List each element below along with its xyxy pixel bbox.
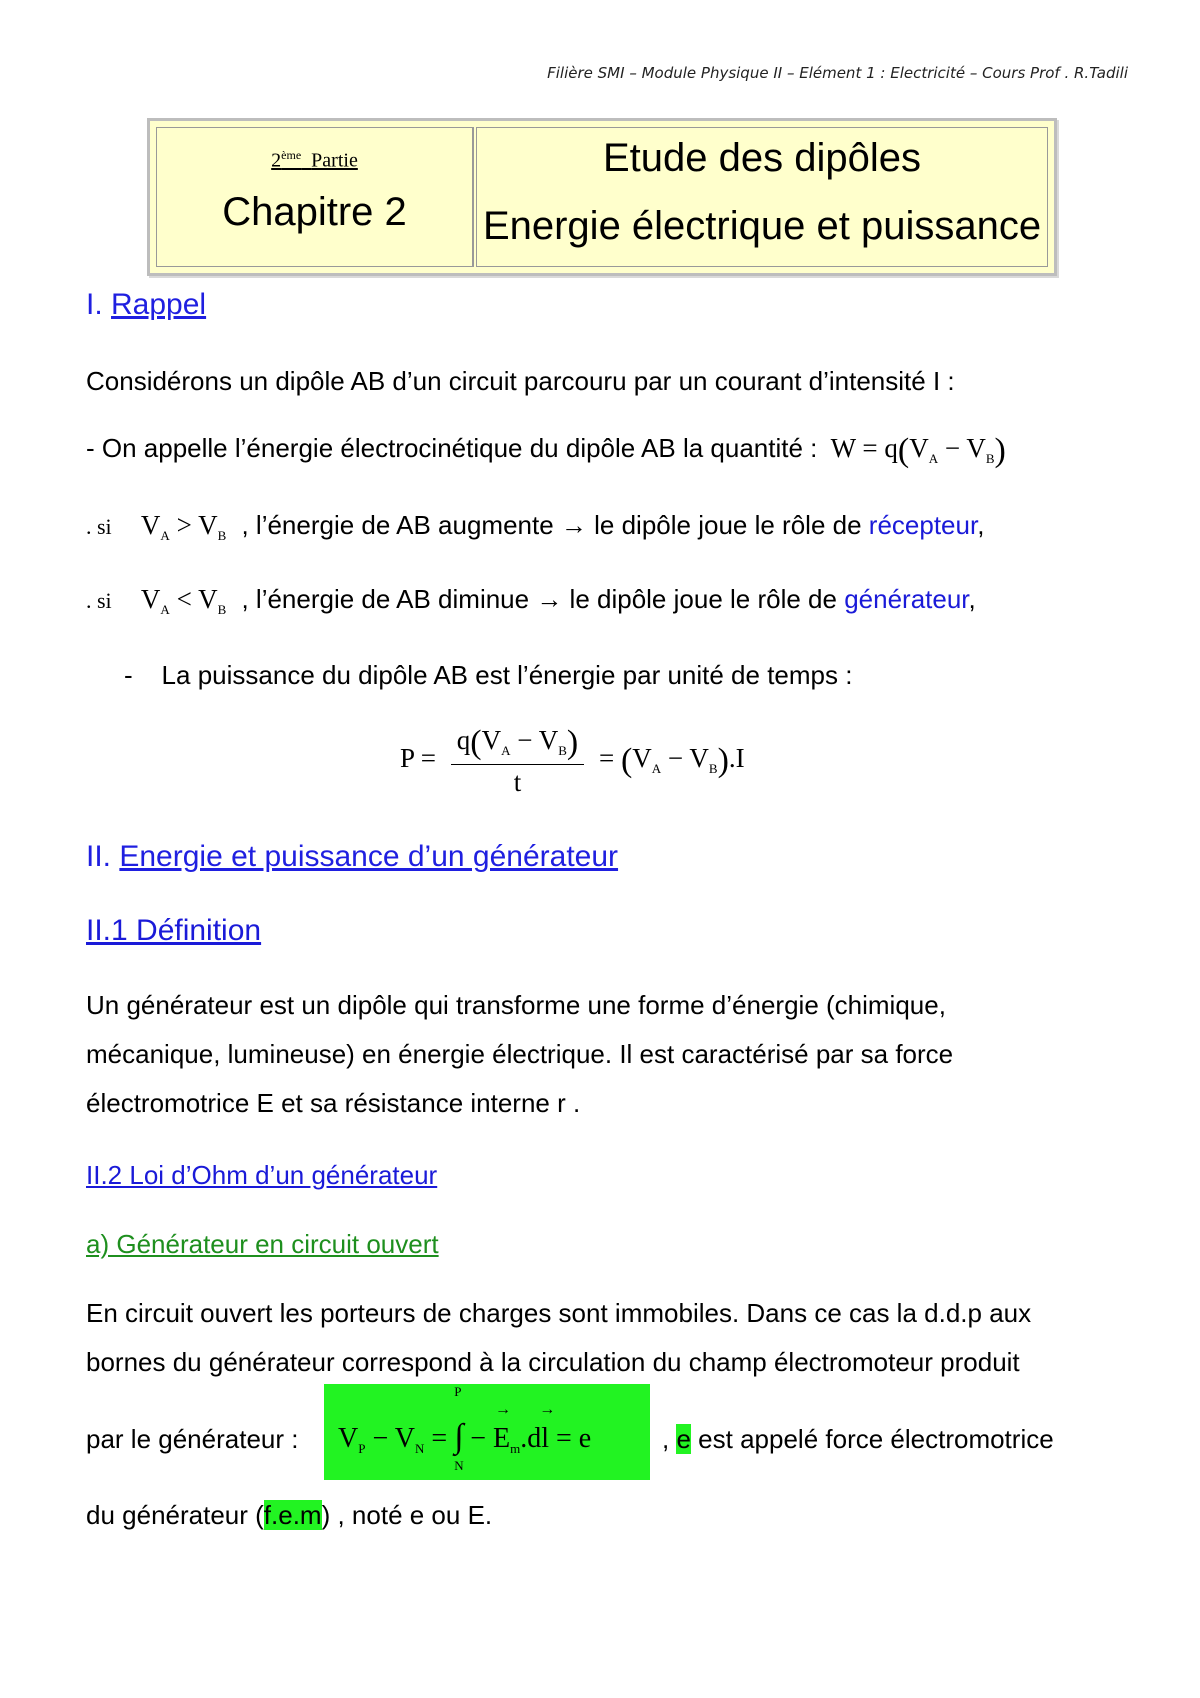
num-b: B xyxy=(558,743,567,758)
case1-role: récepteur xyxy=(868,510,978,540)
rhs-a: A xyxy=(651,761,662,777)
energy-definition-line xyxy=(86,432,1006,470)
prefix-par-le-generateur: par le générateur : xyxy=(86,1424,299,1454)
section-heading-generator xyxy=(86,840,618,874)
case1-a: A xyxy=(160,528,170,543)
case2-op: < xyxy=(169,584,199,614)
power-fraction xyxy=(451,724,584,798)
emf-eq: = xyxy=(424,1423,455,1454)
open-circuit-line-1: En circuit ouvert les porteurs de charges sont immobiles. Dans ce cas la d.d.p aux xyxy=(86,1298,1032,1328)
power-definition-line: - La puissance du dipôle AB est l’énergie par unité de temps : xyxy=(124,660,853,690)
fem-suffix: ) , noté e ou E. xyxy=(321,1500,493,1530)
emf-vn: V xyxy=(394,1423,415,1454)
case-generator-line xyxy=(86,584,976,618)
energy-vb: V xyxy=(966,433,986,463)
fem-highlight: f.e.m xyxy=(263,1500,322,1530)
case2-b: B xyxy=(217,602,227,617)
rhs-dot: . xyxy=(728,743,736,774)
partie-sup: ème xyxy=(281,148,302,162)
case2-vb: V xyxy=(198,584,218,614)
case1-vb: V xyxy=(198,510,218,540)
emf-n: N xyxy=(415,1441,425,1456)
rhs-minus: − xyxy=(661,743,690,774)
case-receptor-line xyxy=(86,510,984,544)
power-eq: = xyxy=(598,743,615,774)
header-note: Filière SMI – Module Physique II – Elément 1 : Electricité – Cours Prof . R.Tadili xyxy=(547,64,1128,82)
title-left-cell xyxy=(156,127,474,267)
case2-formula xyxy=(140,584,227,617)
partie-word: Partie xyxy=(311,149,358,172)
case1-formula xyxy=(140,510,227,543)
fem-line xyxy=(86,1500,492,1531)
energy-lhs: W = q xyxy=(830,433,898,463)
vector-e-letter: E xyxy=(492,1423,511,1454)
e-highlight: e xyxy=(676,1424,691,1454)
emf-minus: − xyxy=(365,1423,395,1454)
emf-called-text: est appelé force électromotrice xyxy=(698,1424,1054,1454)
section-number: I. xyxy=(86,288,103,321)
emf-p: P xyxy=(358,1441,366,1456)
subsection-definition: II.1 Définition xyxy=(86,914,262,947)
rhs-va: V xyxy=(632,743,652,774)
rhs-vb: V xyxy=(689,743,709,774)
num-minus: − xyxy=(510,725,539,755)
case2-text: , l’énergie de AB diminue → le dipôle joue le rôle de xyxy=(241,584,837,614)
emf-explanation xyxy=(662,1424,1054,1455)
case2-va: V xyxy=(140,584,161,614)
rhs-i: I xyxy=(735,743,745,774)
emf-formula xyxy=(338,1384,592,1473)
chapter-number: Chapitre 2 xyxy=(222,190,407,234)
integral-sign: ∫ xyxy=(454,1418,464,1455)
num-paren-open: ( xyxy=(470,724,482,761)
energy-minus: − xyxy=(938,433,967,463)
section-title: Rappel xyxy=(111,288,207,321)
energy-definition-text: - On appelle l’énergie électrocinétique du dipôle AB la quantité : xyxy=(86,433,818,463)
case1-b: B xyxy=(217,528,227,543)
emf-vp: V xyxy=(338,1423,359,1454)
partie-label xyxy=(157,148,472,173)
emf-vector-l xyxy=(539,1401,556,1454)
paren-close: ) xyxy=(994,432,1006,469)
case2-a: A xyxy=(160,602,170,617)
case2-end: , xyxy=(968,584,976,614)
num-vb: V xyxy=(538,725,559,755)
section2-number: II. xyxy=(86,840,112,873)
chapter-title-line2: Energie électrique et puissance xyxy=(482,204,1042,248)
case2-prefix: . si xyxy=(86,588,112,613)
open-circuit-line-2: bornes du générateur correspond à la circulation du champ électromoteur produit xyxy=(86,1347,1020,1377)
rhs-paren-open: ( xyxy=(620,742,633,780)
intro-text: Considérons un dipôle AB d’un circuit parcouru par un courant d’intensité I : xyxy=(86,366,955,396)
power-denominator: t xyxy=(513,767,522,797)
case1-prefix: . si xyxy=(86,514,112,539)
num-a: A xyxy=(501,743,511,758)
emf-formula-box xyxy=(324,1384,650,1480)
power-p: P = xyxy=(400,743,436,774)
emf-dot: .d xyxy=(520,1423,542,1454)
case1-text: , l’énergie de AB augmente → le dipôle joue le rôle de xyxy=(241,510,862,540)
section-heading-rappel xyxy=(86,288,206,322)
fem-prefix: du générateur ( xyxy=(86,1500,264,1530)
rhs-paren-close: ) xyxy=(717,742,729,780)
subsection-open-circuit: a) Générateur en circuit ouvert xyxy=(86,1229,439,1259)
integral-upper: P xyxy=(454,1384,462,1399)
section2-title: Energie et puissance d’un générateur xyxy=(119,840,619,873)
chapter-title-line1: Etude des dipôles xyxy=(602,136,921,180)
energy-va: V xyxy=(909,433,929,463)
energy-sub-b: B xyxy=(985,451,995,466)
definition-line-3: électromotrice E et sa résistance interne r . xyxy=(86,1088,581,1118)
energy-formula xyxy=(830,432,1006,469)
title-right-cell xyxy=(476,127,1048,267)
partie-number: 2 xyxy=(271,149,282,172)
subsection-ohm-law: II.2 Loi d’Ohm d’un générateur xyxy=(86,1160,438,1190)
num-va: V xyxy=(481,725,502,755)
emf-integral xyxy=(454,1384,470,1473)
emf-comma: , xyxy=(662,1424,670,1454)
definition-line-1: Un générateur est un dipôle qui transforme une forme d’énergie (chimique, xyxy=(86,990,946,1020)
power-numerator xyxy=(451,724,584,765)
integral-lower: N xyxy=(454,1458,464,1473)
emf-vector-e xyxy=(492,1401,511,1454)
energy-sub-a: A xyxy=(928,451,939,466)
emf-m: m xyxy=(510,1441,521,1456)
power-formula xyxy=(400,724,745,798)
emf-rhs: = e xyxy=(549,1423,592,1454)
rhs-b: B xyxy=(708,761,718,777)
case1-va: V xyxy=(140,510,161,540)
vector-arrow-l: → xyxy=(539,1401,556,1418)
case1-end: , xyxy=(977,510,985,540)
case2-role: générateur xyxy=(844,584,969,614)
num-paren-close: ) xyxy=(566,724,579,761)
vector-l-letter: l xyxy=(541,1423,549,1454)
vector-arrow-e: → xyxy=(494,1401,511,1418)
case1-op: > xyxy=(169,510,199,540)
definition-line-2: mécanique, lumineuse) en énergie électrique. Il est caractérisé par sa force xyxy=(86,1039,954,1069)
emf-neg: − xyxy=(470,1423,486,1454)
paren-open: ( xyxy=(897,432,910,469)
chapter-title-box xyxy=(147,118,1057,276)
num-q: q xyxy=(456,725,471,755)
